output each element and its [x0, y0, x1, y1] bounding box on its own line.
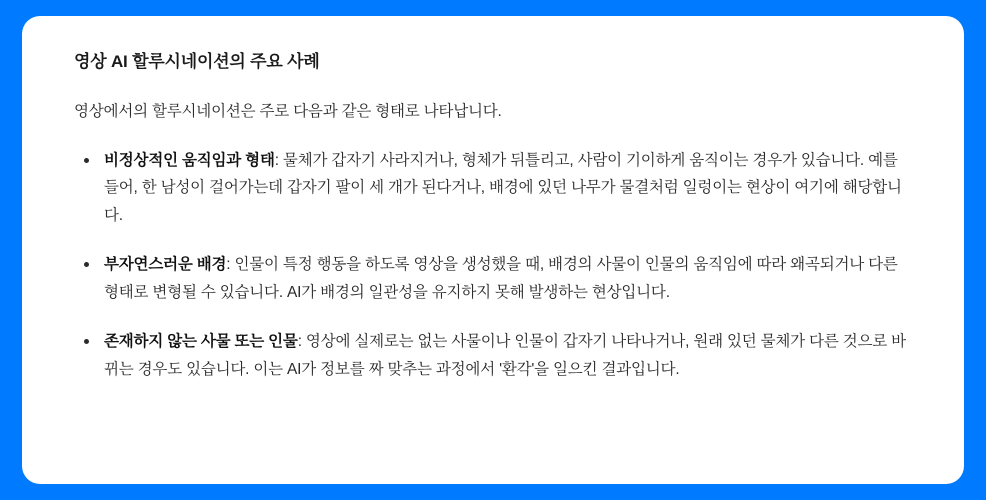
list-item	[74, 147, 912, 230]
list-item-term: 존재하지 않는 사물 또는 인물	[104, 333, 298, 351]
list-item-text: : 인물이 특정 행동을 하도록 영상을 생성했을 때, 배경의 사물이 인물의 움직임에 따라 왜곡되거나 다른 형태로 변형될 수 있습니다. AI가 배경의 일관성을 유지하지 못해 발생하는 현상입니다.	[104, 256, 898, 301]
list-item	[74, 328, 912, 383]
intro-paragraph: 영상에서의 할루시네이션은 주로 다음과 같은 형태로 나타납니다.	[74, 102, 502, 120]
hallucination-case-list	[74, 147, 912, 384]
content-card	[22, 16, 964, 484]
list-item-text: : 물체가 갑자기 사라지거나, 형체가 뒤틀리고, 사람이 기이하게 움직이는 경우가 있습니다. 예를 들어, 한 남성이 걸어가는데 갑자기 팔이 세 개가 된다거나, 배경에 있던 나무가 물결처럼 일렁이는 현상이 여기에 해당합니다.	[104, 151, 902, 224]
page-title: 영상 AI 할루시네이션의 주요 사례	[74, 52, 320, 71]
list-item-term: 부자연스러운 배경	[104, 256, 227, 274]
list-item-term: 비정상적인 움직임과 형태	[104, 151, 275, 169]
list-item	[74, 251, 912, 306]
list-item-text: : 영상에 실제로는 없는 사물이나 인물이 갑자기 나타나거나, 원래 있던 물체가 다른 것으로 바뀌는 경우도 있습니다. 이는 AI가 정보를 짜 맞추는 과정에서 '환각'을 일으킨 결과입니다.	[104, 333, 906, 379]
